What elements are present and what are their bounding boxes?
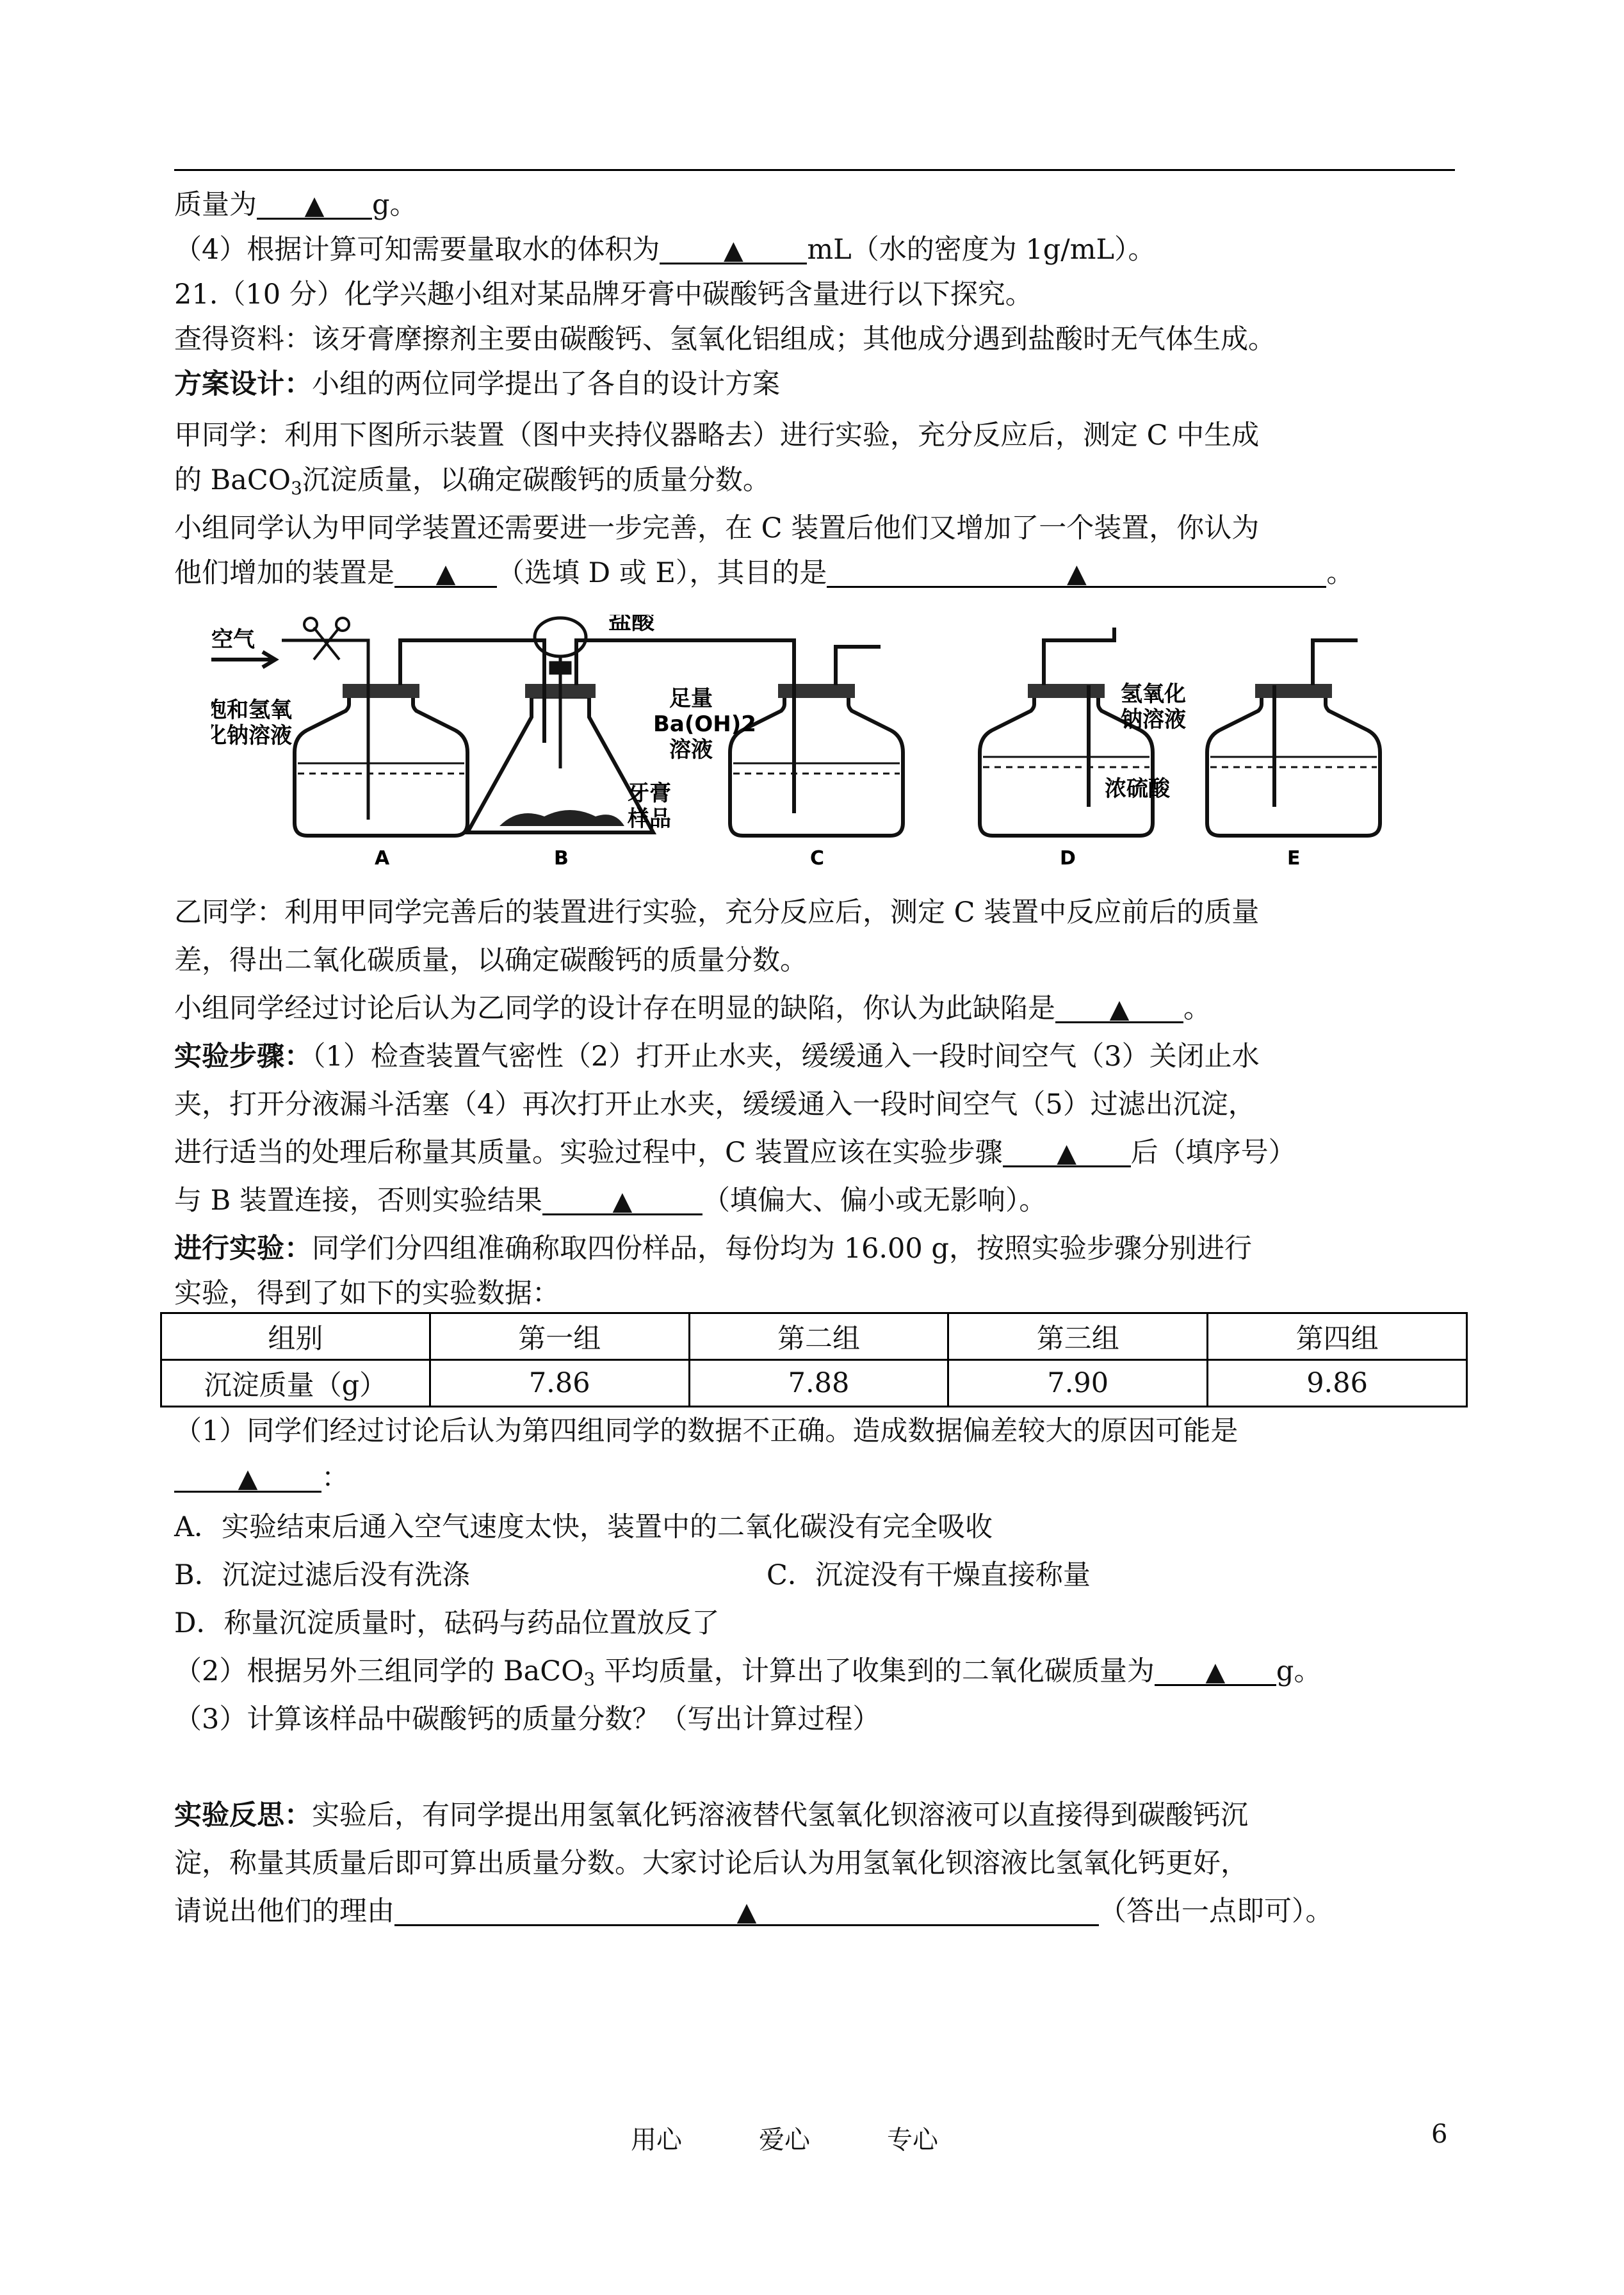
answer-blank[interactable] — [394, 554, 497, 588]
table-cell: 第二组 — [689, 1313, 948, 1360]
line-27: 淀，称量其质量后即可算出质量分数。大家讨论后认为用氢氧化钡溶液比氢氧化钙更好， — [174, 1847, 1248, 1879]
text: 进行适当的处理后称量其质量。实验过程中，C 装置应该在实验步骤 — [174, 1137, 1003, 1169]
text: 同学们分四组准确称取四份样品，每份均为 16.00 g，按照实验步骤分别进行 — [312, 1233, 1252, 1265]
text: 后（填序号） — [1130, 1137, 1296, 1169]
line-26 — [174, 1796, 1455, 1835]
line-20 — [174, 1459, 1455, 1497]
blank-mark: ▲ — [1066, 559, 1087, 588]
blank-mark: ▲ — [1205, 1657, 1226, 1687]
line-10: 乙同学：利用甲同学完善后的装置进行实验，充分反应后，测定 C 装置中反应前后的质量 — [174, 896, 1260, 929]
label-b-2: 样品 — [628, 806, 671, 832]
text: 小组的两位同学提出了各自的设计方案 — [312, 368, 780, 400]
footer-text-1: 用心 — [631, 2125, 682, 2155]
line-8: 小组同学认为甲同学装置还需要进一步完善，在 C 装置后他们又增加了一个装置，你认为 — [174, 512, 1260, 544]
line-23: D．称量沉淀质量时，砝码与药品位置放反了 — [174, 1607, 720, 1639]
text: 质量为 — [174, 189, 257, 221]
table-cell: 第四组 — [1208, 1313, 1467, 1360]
text: （1）检查装置气密性（2）打开止水夹，缓缓通入一段时间空气（3）关闭止水 — [312, 1041, 1260, 1073]
letter-e: E — [1287, 847, 1301, 870]
text: g。 — [372, 189, 418, 221]
answer-blank[interactable] — [827, 554, 1326, 588]
table-cell: 第一组 — [430, 1313, 689, 1360]
apparatus-figure — [211, 615, 1390, 871]
text: 他们增加的装置是 — [174, 557, 394, 589]
line-25: （3）计算该样品中碳酸钙的质量分数？（写出计算过程） — [174, 1703, 881, 1735]
label-a-2: 化钠溶液 — [211, 723, 292, 749]
subscript: 3 — [291, 478, 302, 499]
footer-text-3: 专心 — [887, 2125, 938, 2155]
text: 实验后，有同学提出用氢氧化钙溶液替代氢氧化钡溶液可以直接得到碳酸钙沉 — [312, 1799, 1248, 1831]
text: （答出一点即可）。 — [1099, 1895, 1333, 1927]
air-label: 空气 — [211, 627, 255, 653]
text: ： — [321, 1462, 349, 1494]
text: 平均质量，计算出了收集到的二氧化碳质量为 — [595, 1655, 1155, 1687]
answer-blank[interactable] — [174, 1459, 321, 1493]
option-c: C．沉淀没有干燥直接称量 — [767, 1559, 1091, 1591]
label-e-1: 氢氧化 — [1121, 681, 1186, 707]
label-b-1: 牙膏 — [628, 781, 671, 806]
text: g。 — [1276, 1655, 1322, 1687]
answer-blank[interactable] — [542, 1181, 702, 1215]
answer-blank[interactable] — [1155, 1652, 1276, 1686]
table-header-row — [161, 1313, 1467, 1360]
table-row — [161, 1360, 1467, 1407]
blank-mark: ▲ — [612, 1187, 633, 1216]
line-17 — [174, 1229, 1455, 1268]
apparatus-svg — [211, 615, 1390, 871]
footer-text-2: 爱心 — [759, 2125, 810, 2155]
blank-mark: ▲ — [1109, 994, 1130, 1024]
section-label: 方案设计： — [174, 368, 312, 400]
section-label: 进行实验： — [174, 1233, 312, 1265]
text: 请说出他们的理由 — [174, 1895, 394, 1927]
label-d: 浓硫酸 — [1105, 776, 1170, 802]
blank-mark: ▲ — [435, 559, 456, 588]
letter-b: B — [554, 847, 569, 870]
line-3: 21.（10 分）化学兴趣小组对某品牌牙膏中碳酸钙含量进行以下探究。 — [174, 279, 1033, 311]
line-19: （1）同学们经过讨论后认为第四组同学的数据不正确。造成数据偏差较大的原因可能是 — [174, 1415, 1238, 1447]
line-28 — [174, 1892, 1455, 1931]
line-7 — [174, 461, 1455, 499]
line-11: 差，得出二氧化碳质量，以确定碳酸钙的质量分数。 — [174, 945, 808, 977]
line-14: 夹，打开分液漏斗活塞（4）再次打开止水夹，缓缓通入一段时间空气（5）过滤出沉淀， — [174, 1089, 1256, 1121]
table-cell: 组别 — [161, 1313, 430, 1360]
line-1 — [174, 186, 1455, 224]
table-cell: 第三组 — [948, 1313, 1208, 1360]
text: mL（水的密度为 1g/mL）。 — [807, 234, 1156, 266]
text: （填偏大、偏小或无影响）。 — [702, 1185, 1047, 1217]
blank-mark: ▲ — [723, 236, 743, 265]
text: （4）根据计算可知需要量取水的体积为 — [174, 234, 660, 266]
line-4: 查得资料：该牙膏摩擦剂主要由碳酸钙、氢氧化铝组成；其他成分遇到盐酸时无气体生成。 — [174, 323, 1276, 355]
sample-mound — [499, 810, 624, 826]
section-label: 实验步骤： — [174, 1041, 312, 1073]
text: 。 — [1183, 993, 1211, 1025]
answer-blank[interactable] — [394, 1892, 1099, 1926]
page-number: 6 — [1431, 2120, 1448, 2149]
line-2 — [174, 231, 1455, 269]
line-24 — [174, 1652, 1455, 1691]
line-5 — [174, 365, 1455, 403]
blank-mark: ▲ — [1057, 1139, 1076, 1168]
section-label: 实验反思： — [174, 1799, 312, 1831]
blank-mark: ▲ — [304, 191, 325, 220]
line-18: 实验，得到了如下的实验数据： — [174, 1277, 560, 1310]
letter-c: C — [810, 847, 825, 870]
label-c-3: 溶液 — [669, 737, 713, 763]
letter-a: A — [375, 847, 390, 870]
table-cell: 沉淀质量（g） — [161, 1360, 430, 1407]
line-13 — [174, 1037, 1455, 1076]
label-a-1: 饱和氢氧 — [211, 697, 292, 723]
hcl-label: 盐酸 — [608, 615, 655, 635]
answer-blank[interactable] — [1055, 989, 1183, 1023]
label-c-2: Ba(OH)2 — [653, 711, 756, 737]
label-e-2: 钠溶液 — [1121, 707, 1186, 733]
table-cell: 9.86 — [1208, 1360, 1467, 1407]
text: 与 B 装置连接，否则实验结果 — [174, 1185, 542, 1217]
table-cell: 7.90 — [948, 1360, 1208, 1407]
answer-blank[interactable] — [660, 231, 807, 264]
line-12 — [174, 989, 1455, 1028]
table-cell: 7.88 — [689, 1360, 948, 1407]
header-rule — [174, 169, 1455, 171]
table-cell: 7.86 — [430, 1360, 689, 1407]
option-b: B．沉淀过滤后没有洗涤 — [174, 1559, 470, 1591]
blank-mark: ▲ — [238, 1464, 258, 1493]
label-c-1: 足量 — [669, 686, 713, 711]
line-16 — [174, 1181, 1455, 1220]
answer-blank[interactable] — [257, 186, 372, 220]
line-15 — [174, 1133, 1455, 1172]
text: 小组同学经过讨论后认为乙同学的设计存在明显的缺陷，你认为此缺陷是 — [174, 993, 1055, 1025]
answer-blank[interactable] — [1003, 1133, 1131, 1167]
text: 沉淀质量，以确定碳酸钙的质量分数。 — [302, 464, 770, 496]
data-table — [160, 1312, 1468, 1407]
blank-mark: ▲ — [736, 1897, 757, 1927]
line-22 — [174, 1556, 1455, 1594]
subscript: 3 — [583, 1669, 596, 1690]
text: （选填 D 或 E），其目的是 — [497, 557, 827, 589]
line-6: 甲同学：利用下图所示装置（图中夹持仪器略去）进行实验，充分反应后，测定 C 中生成 — [174, 419, 1260, 451]
text: 。 — [1326, 557, 1354, 589]
line-21: A．实验结束后通入空气速度太快，装置中的二氧化碳没有完全吸收 — [174, 1511, 993, 1543]
text: 的 BaCO — [174, 464, 291, 496]
line-9 — [174, 554, 1455, 592]
letter-d: D — [1060, 847, 1076, 870]
text: （2）根据另外三组同学的 BaCO — [174, 1655, 584, 1687]
